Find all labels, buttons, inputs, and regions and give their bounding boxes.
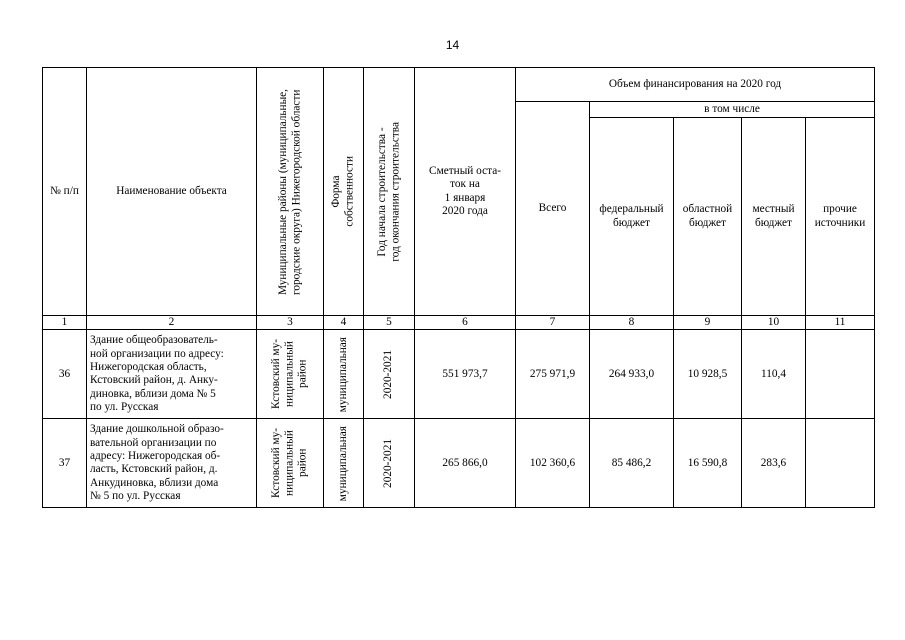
row-years-text: 2020-2021: [382, 438, 395, 488]
row-years-text: 2020-2021: [382, 349, 395, 399]
header-districts: [257, 68, 324, 316]
column-number: 8: [590, 316, 674, 330]
row-local: 283,6: [742, 419, 806, 508]
column-number: 5: [364, 316, 415, 330]
header-other: прочие источники: [806, 118, 875, 316]
column-number: 7: [516, 316, 590, 330]
column-number: 11: [806, 316, 875, 330]
column-number: 9: [674, 316, 742, 330]
header-federal: федеральный бюджет: [590, 118, 674, 316]
row-object-name: Здание общеобразователь- ной организации по адресу: Нижегородская область, Кстовский район, д. Анку- диновка, вблизи дома № 5 по ул. Русская: [87, 330, 257, 419]
row-num: 36: [43, 330, 87, 419]
column-number: 3: [257, 316, 324, 330]
column-number: 1: [43, 316, 87, 330]
header-total: Всего: [516, 102, 590, 316]
header-row-1: [43, 68, 875, 102]
row-regional: 10 928,5: [674, 330, 742, 419]
row-num: 37: [43, 419, 87, 508]
header-financing-group: Объем финансирования на 2020 год: [516, 68, 875, 102]
table-row: [43, 419, 875, 508]
header-local: местный бюджет: [742, 118, 806, 316]
row-local: 110,4: [742, 330, 806, 419]
row-estimate: 265 866,0: [415, 419, 516, 508]
row-district-text: Кстовский му- ниципальный район: [270, 339, 309, 410]
row-federal: 264 933,0: [590, 330, 674, 419]
header-ownership-text: Форма собственности: [330, 156, 356, 227]
row-years: [364, 330, 415, 419]
header-name: Наименование объекта: [87, 68, 257, 316]
header-districts-text: Муниципальные районы (муниципальные, городские округа) Нижегородской области: [276, 88, 302, 295]
column-numbers-row: [43, 316, 875, 330]
row-total: 102 360,6: [516, 419, 590, 508]
header-num: № п/п: [43, 68, 87, 316]
header-ownership: [324, 68, 364, 316]
row-years: [364, 419, 415, 508]
row-federal: 85 486,2: [590, 419, 674, 508]
header-estimate: Сметный оста- ток на 1 января 2020 года: [415, 68, 516, 316]
row-district: [257, 419, 324, 508]
row-total: 275 971,9: [516, 330, 590, 419]
table-row: [43, 330, 875, 419]
row-ownership-text: муниципальная: [336, 336, 349, 412]
header-years-text: Год начала строительства - год окончания строительства: [375, 121, 401, 262]
financing-table: [42, 67, 875, 508]
row-estimate: 551 973,7: [415, 330, 516, 419]
header-including: в том числе: [590, 102, 875, 118]
row-district-text: Кстовский му- ниципальный район: [270, 428, 309, 499]
page-number: 14: [445, 38, 460, 52]
row-regional: 16 590,8: [674, 419, 742, 508]
column-number: 6: [415, 316, 516, 330]
column-number: 4: [324, 316, 364, 330]
row-object-name: Здание дошкольной образо- вательной организации по адресу: Нижегородская об- ласть, Кстовский район, д. Анкудиновка, вблизи дома № 5 по ул. Русская: [87, 419, 257, 508]
row-other: [806, 330, 875, 419]
row-other: [806, 419, 875, 508]
row-ownership-text: муниципальная: [336, 425, 349, 501]
row-district: [257, 330, 324, 419]
header-years: [364, 68, 415, 316]
column-number: 2: [87, 316, 257, 330]
row-ownership: [324, 330, 364, 419]
column-number: 10: [742, 316, 806, 330]
row-ownership: [324, 419, 364, 508]
header-regional: областной бюджет: [674, 118, 742, 316]
